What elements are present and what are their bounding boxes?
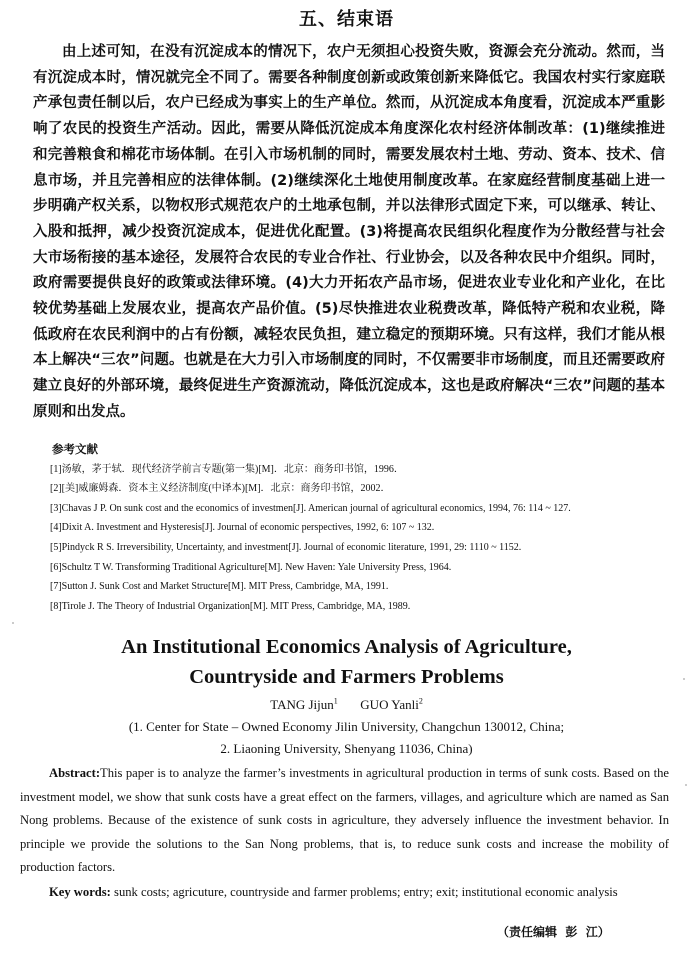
author-name: TANG Jijun: [270, 697, 334, 713]
reference-item: [5]Pindyck R S. Irreversibility, Uncertainty, and investment[J]. Journal of economic literature, 1991, 29: 1110 ~ 1152.: [50, 541, 522, 553]
abstract-label: Abstract:: [48, 766, 101, 781]
author-affiliation-mark: 2: [418, 696, 423, 706]
responsible-editor: （责任编辑 彭 江）: [497, 924, 610, 939]
references-heading: 参考文献: [52, 441, 98, 456]
scan-speck: [12, 622, 14, 624]
affiliation-1: (1. Center for State – Owned Economy Jilin University, Changchun 130012, China;: [128, 719, 565, 735]
author-name: GUO Yanli: [360, 697, 419, 713]
reference-item: [3]Chavas J P. On sunk cost and the economics of investmen[J]. American journal of agricultural economics, 1994, 76: 114 ~ 127.: [50, 502, 571, 514]
reference-item: [2][美]威廉姆森．资本主义经济制度(中译本)[M]．北京：商务印书馆，2002．: [50, 483, 391, 495]
reference-item: [1]汤敏，茅于轼．现代经济学前言专题(第一集)[M]．北京：商务印书馆，1996．: [50, 463, 404, 475]
affiliation-2: 2. Liaoning University, Shenyang 11036, China): [220, 741, 473, 757]
reference-list: [50, 460, 683, 617]
reference-item: [6]Schultz T W. Transforming Traditional Agriculture[M]. New Haven: Yale University Press, 1964.: [50, 561, 452, 573]
abstract: [20, 762, 669, 879]
scan-speck: [685, 784, 687, 786]
reference-item: [4]Dixit A. Investment and Hysteresis[J]. Journal of economic perspectives, 1992, 6: 107 ~ 132.: [50, 522, 435, 534]
keywords-text: sunk costs; agricuture, countryside and farmer problems; entry; exit; institutional economic analysis: [110, 885, 618, 900]
keywords-label: Key words:: [48, 885, 111, 900]
reference-item: [7]Sutton J. Sunk Cost and Market Structure[M]. MIT Press, Cambridge, MA, 1991.: [50, 581, 389, 593]
keywords: [20, 881, 681, 904]
author-line: [0, 694, 693, 716]
author-affiliation-mark: 1: [333, 696, 338, 706]
scan-speck: [683, 678, 685, 680]
reference-item: [8]Tirole J. The Theory of Industrial Organization[M]. MIT Press, Cambridge, MA, 1989.: [50, 600, 411, 612]
english-title-line-1: An Institutional Economics Analysis of Agriculture,: [121, 636, 572, 659]
section-heading: 五、结束语: [299, 9, 394, 30]
abstract-text: This paper is to analyze the farmer’s investments in agricultural production in terms of sunk costs. Based on the investment model, we show that sunk costs have a great effect on the farmers, villages, and agriculture which are named as San Nong problems. Because of the existence of sunk costs in agriculture, they adversely influence the investment behavior. In principle we provide the solutions to the San Nong problems, that is, to reduce sunk costs and increase the mobility of production factors.: [20, 766, 669, 874]
english-title: [0, 632, 693, 692]
english-title-line-2: Countryside and Farmers Problems: [189, 666, 504, 689]
conclusion-paragraph: 由上述可知，在没有沉淀成本的情况下，农户无须担心投资失败，资源会充分流动。然而，当有沉淀成本时，情况就完全不同了。需要各种制度创新或政策创新来降低它。我国农村实行家庭联产承包责任制以后，农户已经成为事实上的生产单位。然而，从沉淀成本角度看，沉淀成本严重影响了农民的投资生产活动。因此，需要从降低沉淀成本角度深化农村经济体制改革：(1)继续推进和完善粮食和棉花市场体制。在引入市场机制的同时，需要发展农村土地、劳动、资本、技术、信息市场，并且完善相应的法律体制。(2)继续深化土地使用制度改革。在家庭经营制度基础上进一步明确产权关系，以物权形式规范农户的土地承包制，并以法律形式固定下来，可以继承、转让、入股和抵押，减少投资沉淀成本，促进优化配置。(3)将提高农民组织化程度作为分散经营与社会大市场衔接的基本途径，发展符合农民的专业合作社、行业协会，以及各种农民中介组织。同时，政府需要提供良好的政策或法律环境。(4)大力开拓农产品市场，促进农业专业化和产业化，在比较优势基础上发展农业，提高农产品价值。(5)尽快推进农业税费改革，降低特产税和农业税，降低政府在农民利润中的占有份额，减轻农民负担，建立稳定的预期环境。只有这样，我们才能从根本上解决“三农”问题。也就是在大力引入市场制度的同时，不仅需要非市场制度，而且还需要政府建立良好的外部环境，最终促进生产资源流动，降低沉淀成本，这也是政府解决“三农”问题的基本原则和出发点。: [33, 44, 665, 420]
